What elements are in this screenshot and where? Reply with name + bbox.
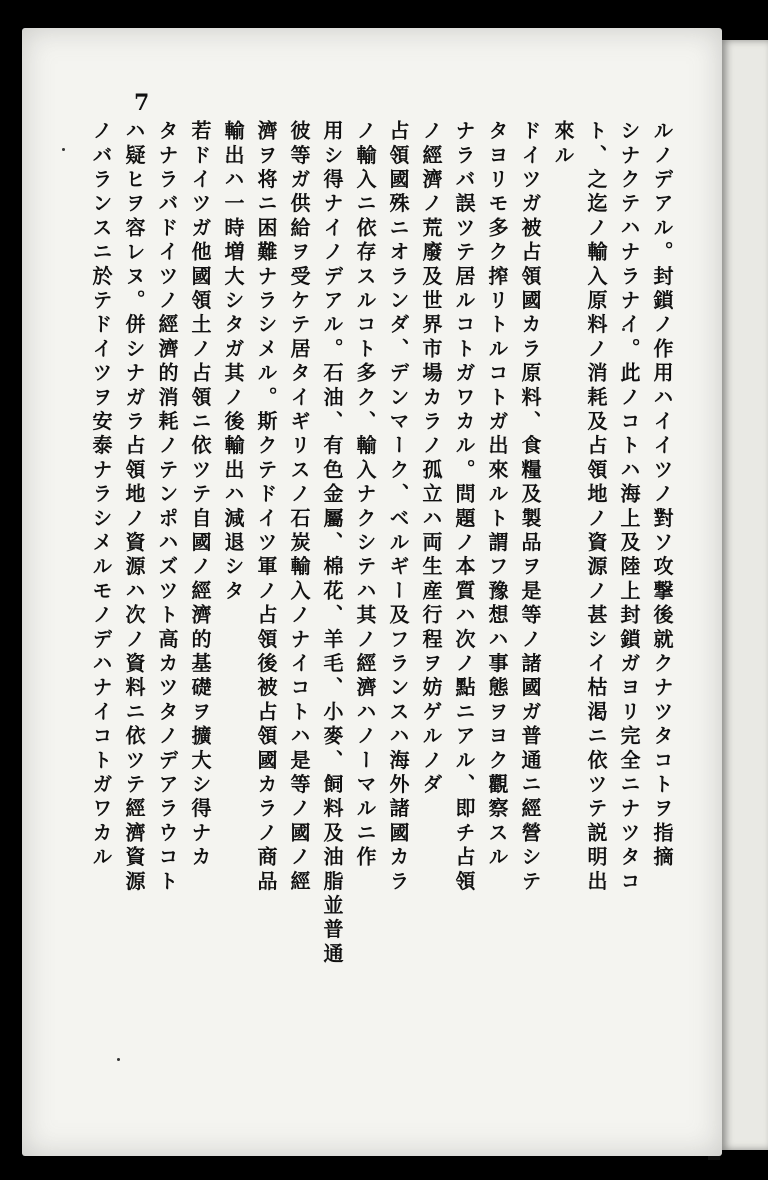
text-column: 用シ得ナイノデアル。石油、有色金屬、棉花、羊毛、小麥、飼料及油脂並普通	[320, 120, 344, 967]
adjacent-page-edge	[722, 40, 768, 1150]
text-column: 彼等ガ供給ヲ受ケテ居タイギリスノ石炭輸入ノナイコトハ是等ノ國ノ經	[287, 120, 311, 895]
text-column: 濟ヲ将ニ困難ナラシメル。斯クテドイツ軍ノ占領後被占領國カラノ商品	[254, 120, 278, 895]
text-column: 來ル	[551, 120, 575, 169]
document-page	[22, 28, 722, 1156]
text-column: 若ドイツガ他國領土ノ占領ニ依ツテ自國ノ經濟的基礎ヲ擴大シ得ナカ	[188, 120, 212, 871]
text-column: 占領國殊ニオランダ、デンマーク、ベルギー及フランスハ海外諸國カラ	[386, 120, 410, 895]
text-column: 輸出ハ一時増大シタガ其ノ後輸出ハ減退シタ	[221, 120, 245, 604]
text-column: ドイツガ被占領國カラ原料、食糧及製品ヲ是等ノ諸國ガ普通ニ經營シテ	[518, 120, 542, 895]
text-column: ノ輸入ニ依存スルコト多ク、輸入ナクシテハ其ノ經濟ハノーマルニ作	[353, 120, 377, 871]
text-column: ト、之迄ノ輸入原料ノ消耗及占領地ノ資源ノ甚シイ枯渇ニ依ツテ説明出	[584, 120, 608, 895]
text-column: ナラバ誤ツテ居ルコトガワカル。問題ノ本質ハ次ノ點ニアル、即チ占領	[452, 120, 476, 895]
text-column: タヨリモ多ク搾リトルコトガ出來ルト謂フ豫想ハ事態ヲヨク觀察スル	[485, 120, 509, 871]
text-column: ノ經濟ノ荒廢及世界市場カラノ孤立ハ両生産行程ヲ妨ゲルノダ	[419, 120, 443, 798]
text-column: シナクテハナラナイ。此ノコトハ海上及陸上封鎖ガヨリ完全ニナツタコ	[617, 120, 641, 895]
paper-speck	[117, 1058, 120, 1061]
text-columns	[84, 120, 678, 967]
text-column: ノバランスニ於テドイツヲ安泰ナラシメルモノデハナイコトガワカル	[89, 120, 113, 871]
text-column: ルノデアル。封鎖ノ作用ハイイツノ對ソ攻撃後就クナツタコトヲ指摘	[650, 120, 674, 871]
text-column: ハ疑ヒヲ容レヌ。併シナガラ占領地ノ資源ハ次ノ資料ニ依ツテ經濟資源	[122, 120, 146, 895]
paper-speck	[62, 148, 65, 151]
page-number: 7	[134, 90, 150, 116]
text-column: タナラバドイツノ經濟的消耗ノテンポハズツト高カツタノデアラウコト	[155, 120, 179, 895]
